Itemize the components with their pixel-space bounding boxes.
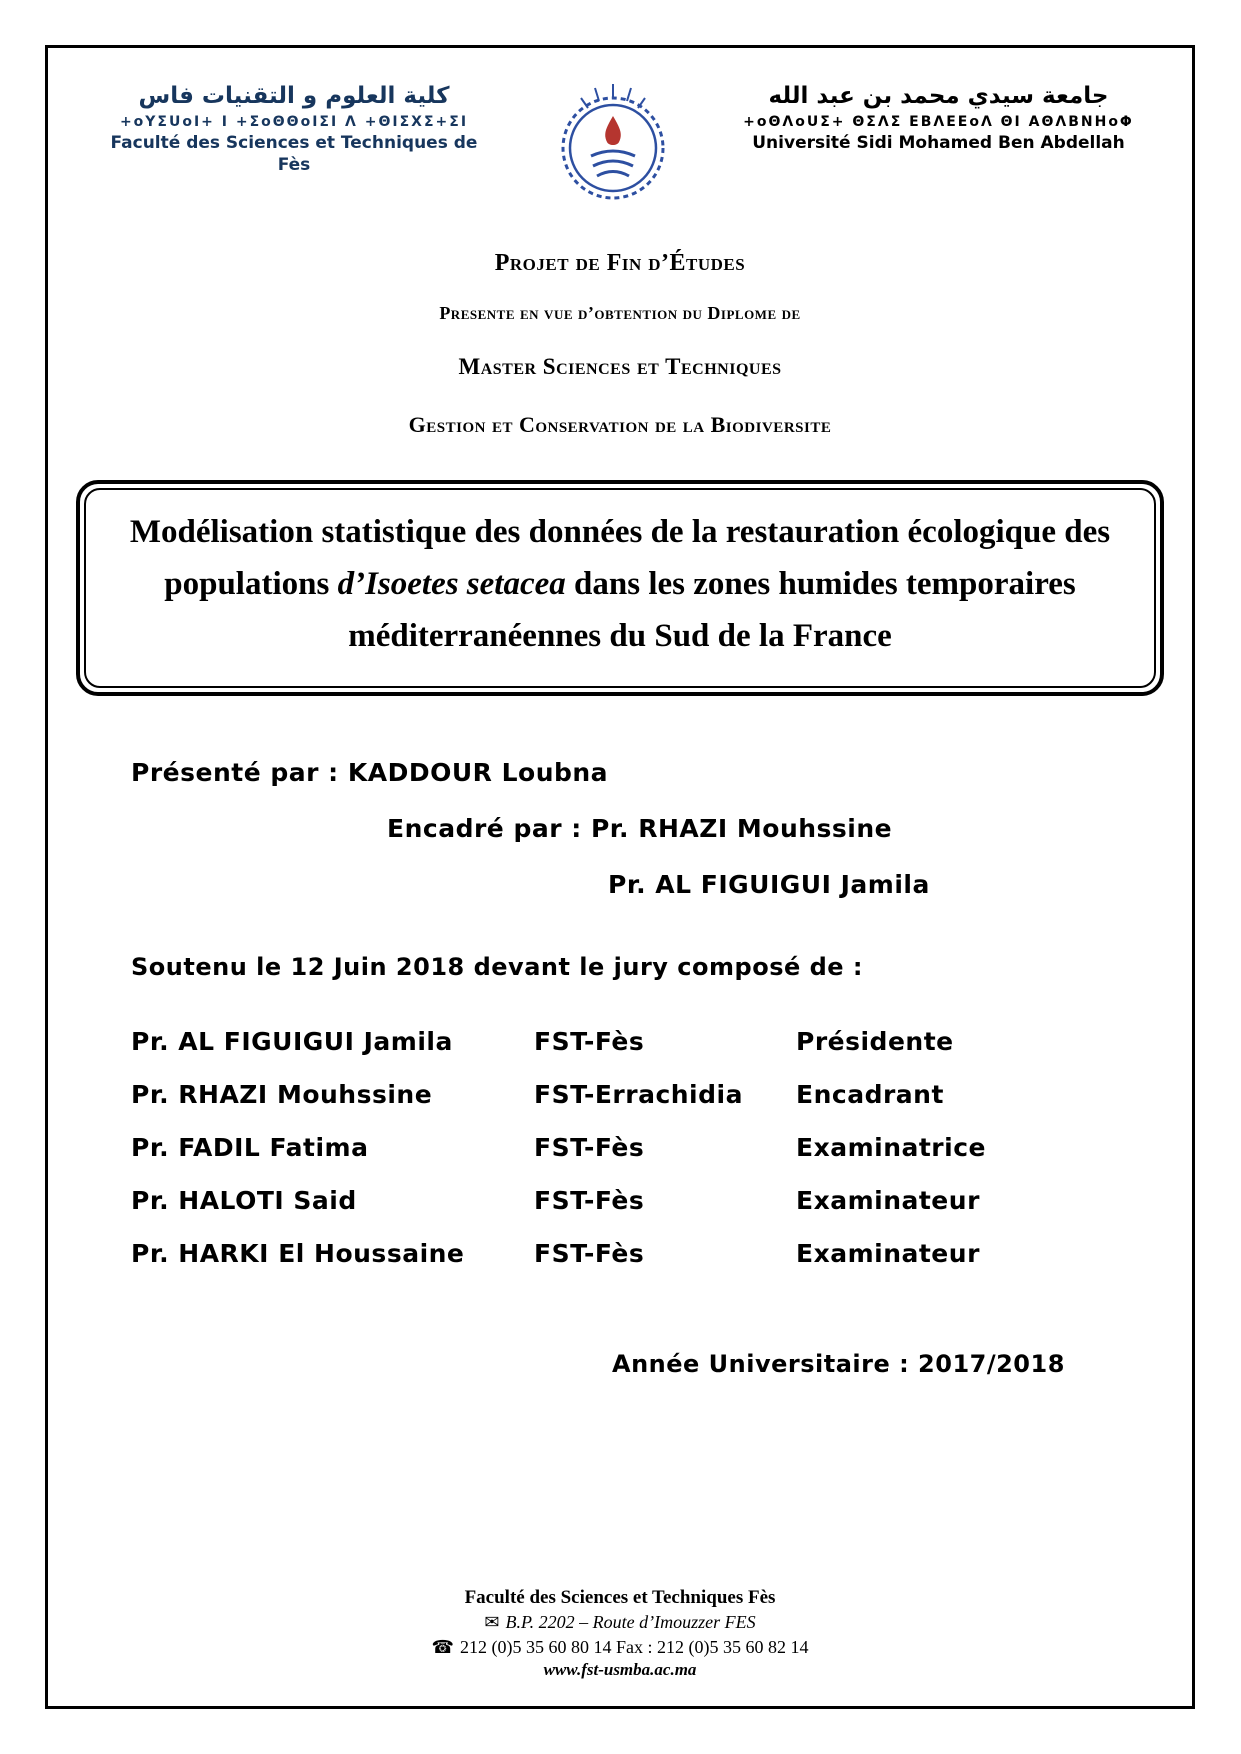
footer-phone-text: 212 (0)5 35 60 80 14 Fax : 212 (0)5 35 60 82 14 (459, 1636, 809, 1657)
presentation-block (94, 758, 1146, 899)
degree-intro (94, 204, 1146, 438)
faculty-name-arabic: كلية العلوم و التقنيات فاس (138, 83, 450, 109)
purpose-line: Presente en vue d’obtention du Diplome de (439, 303, 801, 323)
jury-row (131, 1239, 1146, 1268)
jury-member-role: Encadrant (796, 1080, 944, 1110)
jury-member-name: Pr. FADIL Fatima (131, 1133, 369, 1163)
faculty-identity-block (94, 82, 494, 176)
jury-member-institution: FST-Fès (534, 1027, 645, 1057)
jury-member-role: Examinatrice (796, 1133, 986, 1163)
jury-member-name: Pr. HARKI El Houssaine (131, 1239, 465, 1269)
document-type-line: Projet de Fin d’Études (494, 250, 746, 276)
thesis-title-box (76, 480, 1164, 696)
university-name-french: Université Sidi Mohamed Ben Abdellah (752, 133, 1125, 154)
jury-row (131, 1080, 1146, 1109)
university-logo (553, 82, 673, 204)
presented-by-line: Présenté par : KADDOUR Loubna (131, 758, 609, 788)
jury-member-role: Présidente (796, 1027, 954, 1057)
co-supervisor-line: Pr. AL FIGUIGUI Jamila (608, 870, 930, 900)
supervised-by-line: Encadré par : Pr. RHAZI Mouhssine (387, 814, 893, 844)
faculty-name-tifinagh: +oYΣUoI+ I +ΣoΘΘoIΣI Λ +ΘIΣΧΣ+ΣI (119, 113, 469, 130)
jury-member-name: Pr. RHAZI Mouhssine (131, 1080, 433, 1110)
jury-member-role: Examinateur (796, 1239, 980, 1269)
footer-faculty-name: Faculté des Sciences et Techniques Fès (464, 1586, 776, 1608)
faculty-name-french: Faculté des Sciences et Techniques de Fès (110, 133, 478, 175)
university-name-arabic: جامعة سيدي محمد بن عبد الله (768, 83, 1109, 109)
program-name-line: Gestion et Conservation de la Biodiversite (408, 412, 832, 437)
header (94, 82, 1146, 204)
footer-contact-block (94, 1585, 1146, 1686)
jury-member-institution: FST-Errachidia (534, 1080, 743, 1110)
jury-member-institution: FST-Fès (534, 1239, 645, 1269)
defense-intro-line: Soutenu le 12 Juin 2018 devant le jury composé de : (131, 953, 864, 982)
university-name-tifinagh: +oΘΛoUΣ+ ΘΣΛΣ ΕΒΛΕΕoΛ ΘΙ ΑΘΛΒΝΗoΦ (743, 113, 1134, 130)
phone-icon: ☎ (431, 1636, 454, 1657)
academic-year-line: Année Universitaire : 2017/2018 (612, 1350, 1065, 1379)
jury-row (131, 1027, 1146, 1056)
jury-row (131, 1133, 1146, 1162)
jury-table (94, 1003, 1146, 1268)
footer-website: www.fst-usmba.ac.ma (543, 1660, 697, 1680)
thesis-title-part1: Modélisation statistique des données de la restauration écologique des populations (129, 514, 1111, 603)
footer-address-text: B.P. 2202 – Route d’Imouzzer FES (505, 1612, 756, 1633)
thesis-title-species: d’Isoetes setacea (337, 566, 566, 603)
thesis-title-part2: dans les zones humides temporaires méditerranéennes du Sud de la France (348, 566, 1076, 655)
jury-member-name: Pr. HALOTI Said (131, 1186, 357, 1216)
jury-member-institution: FST-Fès (534, 1186, 645, 1216)
university-identity-block (731, 82, 1146, 155)
jury-member-role: Examinateur (796, 1186, 980, 1216)
jury-member-name: Pr. AL FIGUIGUI Jamila (131, 1027, 453, 1057)
envelope-icon: ✉ (484, 1612, 500, 1633)
thesis-title (84, 488, 1156, 688)
degree-name-line: Master Sciences et Techniques (458, 354, 782, 379)
footer-address-line (94, 1610, 1146, 1634)
footer-phone-line (94, 1635, 1146, 1659)
jury-row (131, 1186, 1146, 1215)
jury-member-institution: FST-Fès (534, 1133, 645, 1163)
page-border (45, 45, 1195, 1709)
